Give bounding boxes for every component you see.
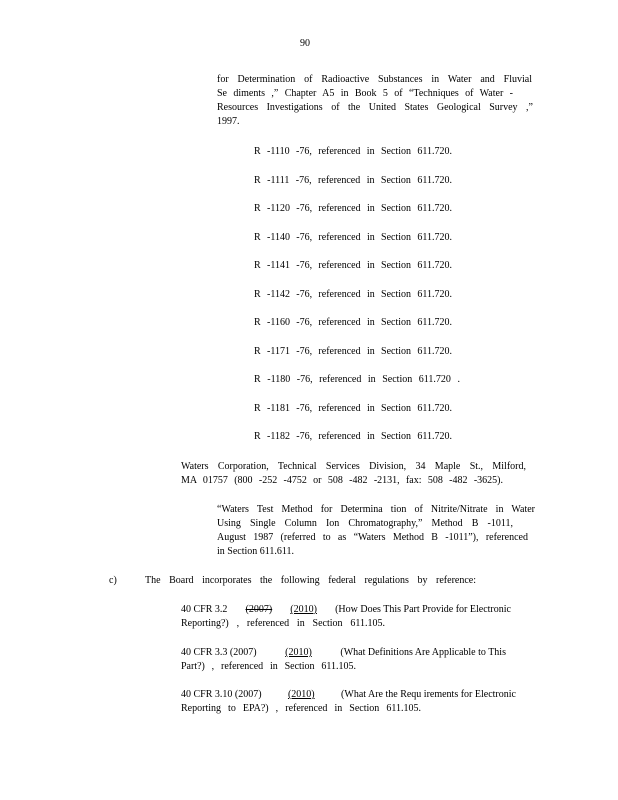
- cfr-prefix: 40 CFR 3.2: [181, 604, 228, 615]
- method-item: R -1182 -76, referenced in Section 611.720.: [254, 431, 452, 442]
- method-item: R -1141 -76, referenced in Section 611.720.: [254, 260, 452, 271]
- method-item: R -1181 -76, referenced in Section 611.720.: [254, 403, 452, 414]
- method-item: R -1111 -76, referenced in Section 611.720.: [254, 175, 452, 186]
- usgs-line-1: for Determination of Radioactive Substances in Water and Fluvial: [217, 74, 532, 85]
- cfr-entry-line-2: Reporting?) , referenced in Section 611.105.: [181, 618, 385, 629]
- cfr-title: (How Does This Part Provide for Electronic: [335, 604, 511, 615]
- waters-address-line-1: Waters Corporation, Technical Services Division, 34 Maple St., Milford,: [181, 461, 526, 472]
- cfr-entry-line-1: [181, 688, 516, 702]
- method-item: R -1110 -76, referenced in Section 611.720.: [254, 146, 452, 157]
- cfr-entry-line-2: Part?) , referenced in Section 611.105.: [181, 661, 356, 672]
- cfr-inserted-year: (2010): [290, 604, 317, 615]
- usgs-line-3: Resources Investigations of the United States Geological Survey ,”: [217, 102, 533, 113]
- cfr-title: (What Definitions Are Applicable to This: [340, 647, 506, 658]
- cfr-prefix: 40 CFR 3.10 (2007): [181, 689, 262, 700]
- cfr-entry-line-2: Reporting to EPA?) , referenced in Section 611.105.: [181, 703, 421, 714]
- cfr-inserted-year: (2010): [285, 647, 312, 658]
- page-number: 90: [300, 38, 310, 49]
- waters-method-line-2: Using Single Column Ion Chromatography,” Method B -1011,: [217, 518, 513, 529]
- subsection-marker: c): [109, 575, 117, 586]
- cfr-struck-year: (2007): [245, 604, 273, 615]
- waters-method-line-3: August 1987 (referred to as “Waters Method B -1011”), referenced: [217, 532, 528, 543]
- cfr-entry-line-1: [181, 603, 511, 617]
- cfr-inserted-year: (2010): [287, 689, 315, 700]
- usgs-line-2: Se diments ,” Chapter A5 in Book 5 of “Techniques of Water -: [217, 88, 513, 99]
- waters-address-line-2: MA 01757 (800 -252 -4752 or 508 -482 -2131, fax: 508 -482 -3625).: [181, 475, 503, 486]
- cfr-prefix: 40 CFR 3.3 (2007): [181, 647, 257, 658]
- waters-method-line-4: in Section 611.611.: [217, 546, 295, 557]
- method-item: R -1140 -76, referenced in Section 611.720.: [254, 232, 452, 243]
- subsection-text: The Board incorporates the following federal regulations by reference:: [145, 575, 476, 586]
- method-item: R -1171 -76, referenced in Section 611.720.: [254, 346, 452, 357]
- method-item: R -1160 -76, referenced in Section 611.720.: [254, 317, 452, 328]
- usgs-line-4: 1997.: [217, 116, 240, 127]
- method-item: R -1142 -76, referenced in Section 611.720.: [254, 289, 452, 300]
- cfr-title: (What Are the Requ irements for Electronic: [341, 689, 516, 700]
- waters-method-line-1: “Waters Test Method for Determina tion of Nitrite/Nitrate in Water: [217, 504, 535, 515]
- method-item: R -1120 -76, referenced in Section 611.720.: [254, 203, 452, 214]
- method-item: R -1180 -76, referenced in Section 611.720 .: [254, 374, 460, 385]
- cfr-entry-line-1: [181, 646, 506, 660]
